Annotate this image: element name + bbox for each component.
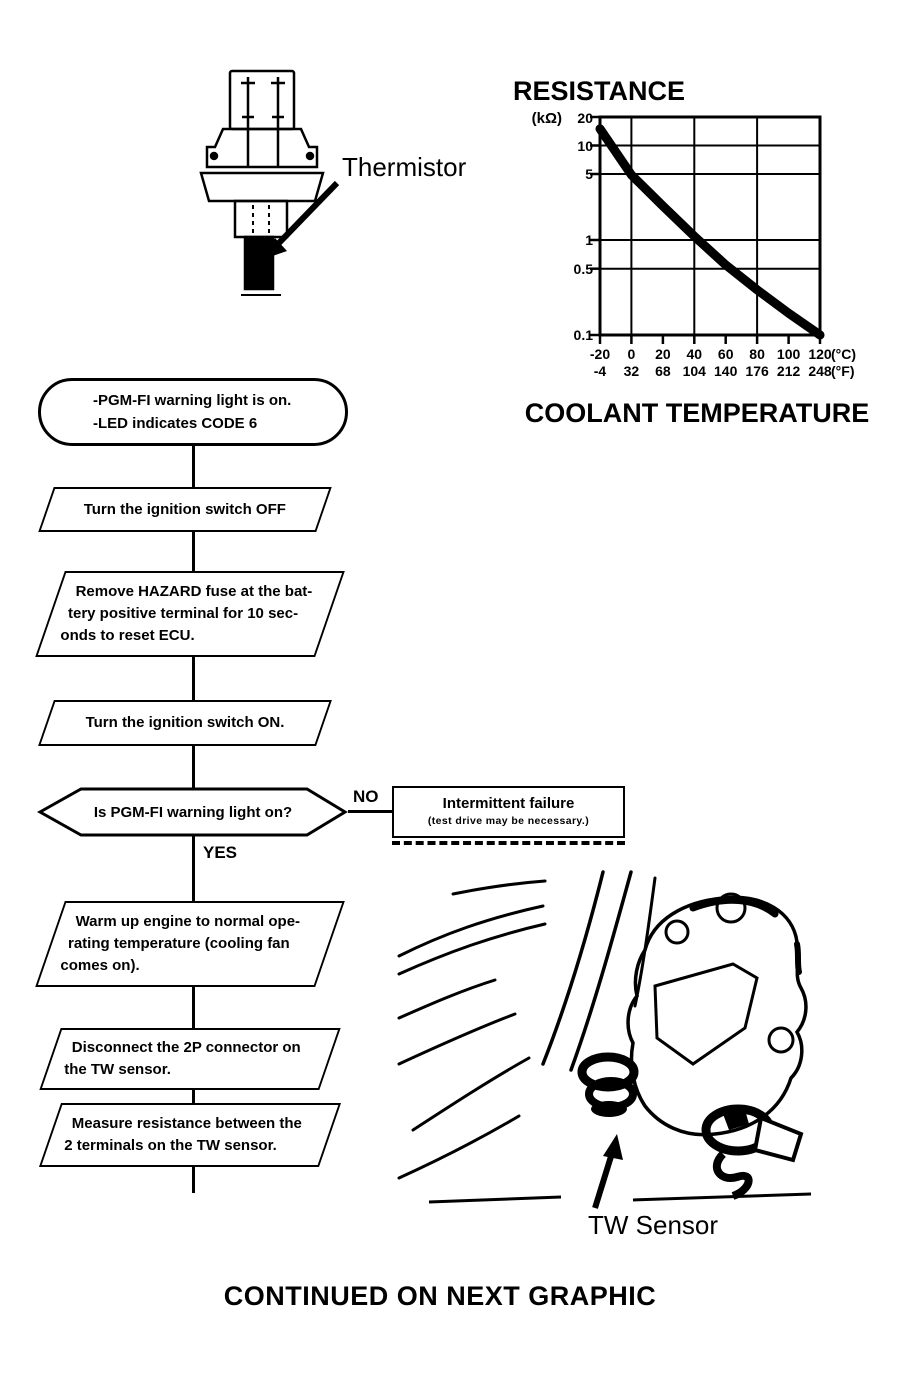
step-text: onds to reset ECU.: [60, 627, 195, 644]
no-branch-connector: [348, 810, 393, 813]
y-tick-label: 1: [585, 232, 593, 248]
chart-caption: COOLANT TEMPERATURE: [524, 398, 870, 428]
flow-step-measure-resistance: [39, 1103, 341, 1167]
intermittent-failure-box: [392, 786, 625, 838]
x-tick-label-c: 120: [808, 346, 832, 362]
x-tick-label-c: 0: [627, 346, 636, 362]
y-tick-label: 10: [577, 138, 593, 154]
step-text: rating temperature (cooling fan: [68, 935, 290, 952]
start-line: -PGM-FI warning light is on.: [93, 392, 292, 409]
flow-step-warm-up: [35, 901, 345, 987]
chart-y-unit: (kΩ): [531, 110, 562, 127]
x-tick-label-f: 140: [714, 363, 738, 379]
tw-sensor-arrow-icon: [595, 1134, 623, 1208]
step-text: Turn the ignition switch ON.: [85, 714, 285, 731]
x-tick-label-f: 32: [623, 363, 640, 379]
flow-start-node: [38, 378, 348, 446]
step-text: Remove HAZARD fuse at the bat-: [75, 583, 313, 600]
resistance-chart: [500, 60, 910, 435]
yes-branch-label: YES: [203, 843, 238, 862]
tw-sensor-part: [582, 1057, 634, 1117]
x-tick-label-c: 40: [686, 346, 703, 362]
engine-illustration: [393, 868, 817, 1214]
sensor-connector: [230, 71, 294, 129]
flow-step-remove-fuse: [35, 571, 345, 657]
x-tick-label-f: 68: [655, 363, 671, 379]
x-tick-label-c: -20: [589, 346, 611, 362]
x-tick-label-c: 60: [717, 346, 734, 362]
step-text: Disconnect the 2P connector on: [71, 1039, 301, 1056]
flow-step-ignition-on: [38, 700, 332, 746]
no-branch-label: NO: [353, 787, 379, 806]
tw-sensor-label: TW Sensor: [588, 1210, 719, 1240]
step-text: comes on).: [60, 957, 140, 974]
continued-note: CONTINUED ON NEXT GRAPHIC: [223, 1281, 657, 1311]
start-line: -LED indicates CODE 6: [93, 415, 258, 432]
step-text: the TW sensor.: [64, 1061, 171, 1078]
chart-title: RESISTANCE: [513, 76, 686, 106]
decision-text: Is PGM-FI warning light on?: [93, 803, 293, 821]
x-unit-c: (°C): [831, 346, 857, 362]
x-tick-label-f: 176: [745, 363, 769, 379]
x-tick-label-f: -4: [593, 363, 607, 379]
x-tick-label-f: 212: [776, 363, 801, 379]
intermittent-box-dashed-edge: [392, 841, 625, 845]
step-text: Measure resistance between the: [71, 1115, 302, 1132]
y-tick-label: 0.5: [573, 261, 593, 277]
step-text: Turn the ignition switch OFF: [83, 500, 287, 518]
x-tick-label-f: 248: [808, 363, 832, 379]
x-tick-label-c: 80: [749, 346, 765, 362]
chart-y-tick-labels: [574, 110, 594, 343]
thermistor-tip: [245, 237, 273, 289]
resistance-curve: [600, 129, 820, 335]
flow-step-ignition-off: [38, 487, 331, 532]
y-tick-label: 5: [585, 166, 593, 182]
step-text: Warm up engine to normal ope-: [75, 913, 301, 930]
chart-plot-frame: [600, 117, 820, 335]
chart-x-tick-labels-f: [594, 363, 855, 379]
x-unit-f: (°F): [831, 363, 855, 379]
x-tick-label-f: 104: [682, 363, 706, 379]
intermittent-note: (test drive may be necessary.): [427, 815, 590, 827]
sensor-hex-nut: [201, 173, 323, 201]
y-tick-label: 20: [577, 110, 593, 126]
x-tick-label-c: 20: [655, 346, 671, 362]
flow-decision-node: [37, 786, 349, 838]
thermistor-label: Thermistor: [342, 152, 467, 182]
intermittent-title: Intermittent failure: [442, 795, 575, 812]
thermistor-arrow-icon: [261, 183, 337, 260]
flow-step-disconnect-connector: [39, 1028, 340, 1090]
x-tick-label-c: 100: [776, 346, 801, 362]
chart-grid: [600, 117, 820, 335]
step-text: tery positive terminal for 10 sec-: [68, 605, 299, 622]
y-tick-label: 0.1: [573, 327, 593, 343]
step-text: 2 terminals on the TW sensor.: [64, 1137, 277, 1154]
chart-x-tick-labels-c: [590, 346, 856, 362]
sensor-body: [207, 129, 317, 167]
